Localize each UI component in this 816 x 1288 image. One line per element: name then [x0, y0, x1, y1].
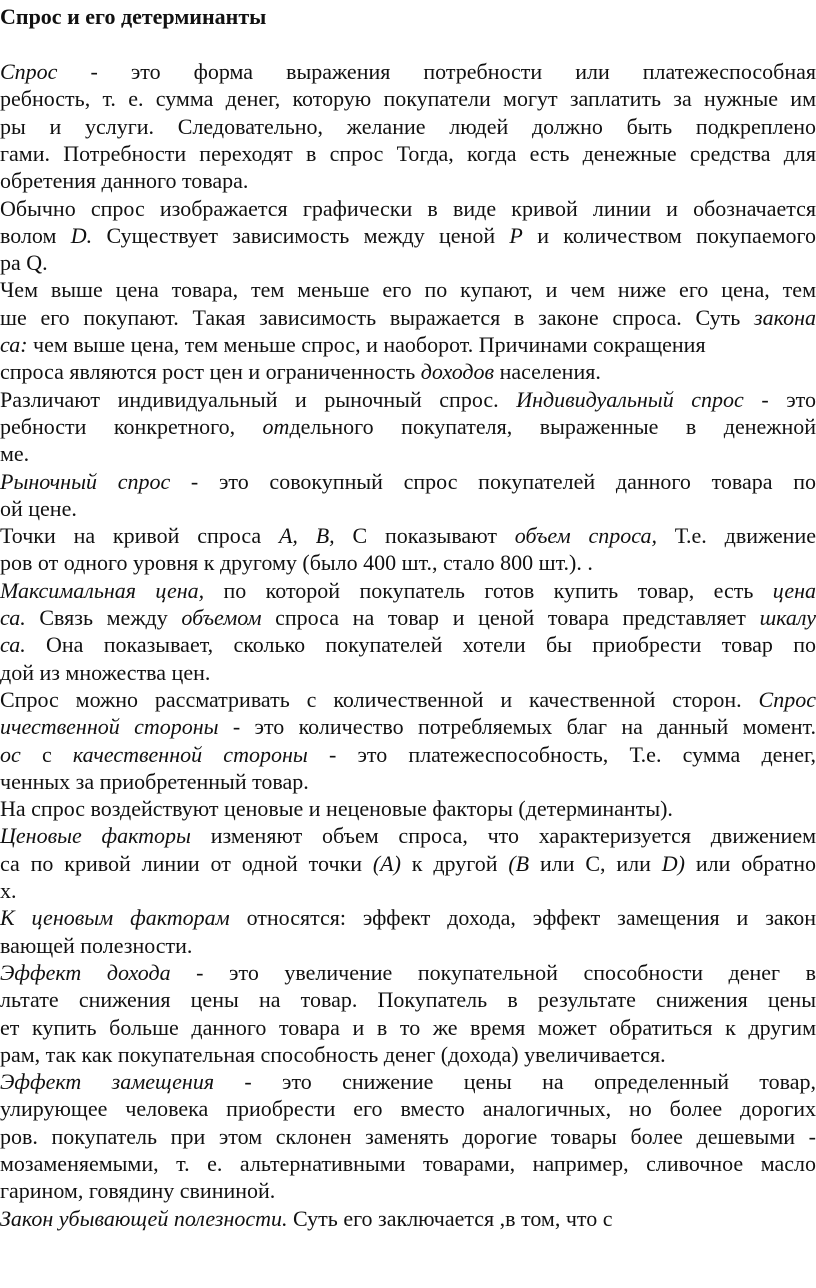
text-fragment: ров. покупатель при этом склонен заменять дорогие товары более дешевыми - — [0, 1123, 816, 1149]
text-fragment: - это снижение цены на определенный товар, — [214, 1069, 816, 1095]
italic-term: Р — [509, 222, 523, 248]
text-fragment: чем выше цена, тем меньше спрос, и наоборот. Причинами сокращения — [27, 332, 706, 357]
text-fragment: дой из множества цен. — [0, 659, 211, 685]
text-fragment: гарином, говядину свининой. — [0, 1178, 276, 1204]
text-fragment: ров от одного уровня к другому (было 400 шт., стало 800 шт.). . — [0, 550, 593, 576]
text-fragment: изменяют объем спроса, что характеризуется движением — [190, 823, 816, 849]
text-fragment: - это увеличение покупательной способности денег в — [170, 959, 816, 985]
text-line — [0, 1095, 816, 1123]
text-line — [0, 768, 816, 796]
text-line — [0, 1123, 816, 1151]
text-fragment: ме. — [0, 441, 30, 467]
text-line — [0, 850, 816, 878]
text-line — [0, 440, 816, 468]
text-line — [0, 904, 816, 932]
text-fragment: х. — [0, 878, 17, 903]
text-fragment: ет купить больше данного товара и в то же время может обратиться к другим — [0, 1014, 816, 1040]
italic-term: Эффект дохода — [0, 959, 171, 985]
text-fragment: с — [20, 741, 73, 767]
italic-term: закона — [754, 304, 816, 330]
text-line — [0, 822, 816, 850]
text-line — [0, 932, 816, 960]
text-line — [0, 522, 816, 550]
italic-term: Рыночный спрос — [0, 468, 171, 494]
text-fragment: Т.е. движение — [656, 523, 816, 549]
text-fragment: ребность, т. е. сумма денег, которую покупатели могут заплатить за нужные им — [0, 86, 816, 112]
text-fragment: - это платежеспособность, Т.е. сумма денег, — [307, 741, 816, 767]
text-line — [0, 386, 816, 414]
text-fragment: са по кривой линии от одной точки — [0, 850, 373, 876]
text-fragment: ше его покупают. Такая зависимость выражается в законе спроса. Суть — [0, 304, 755, 330]
text-fragment: дельного покупателя, выраженные в денежной — [289, 413, 816, 439]
italic-term: (А) — [372, 850, 401, 876]
text-fragment: по которой покупатель готов купить товар, есть — [204, 577, 773, 603]
text-line — [0, 795, 816, 823]
text-fragment: населения. — [494, 359, 601, 385]
italic-term: К ценовым факторам — [0, 905, 230, 931]
italic-term: объем спроса, — [514, 523, 657, 549]
text-line — [0, 304, 816, 332]
italic-term: са. — [0, 605, 26, 630]
text-fragment: и количеством покупаемого — [522, 222, 816, 248]
text-fragment: Точки на кривой спроса — [0, 523, 279, 549]
italic-term: Эффект замещения — [0, 1069, 215, 1095]
text-fragment: волом — [0, 222, 71, 248]
text-fragment: - это количество потребляемых благ на данный момент. — [218, 714, 816, 740]
italic-term: Спрос — [0, 59, 58, 84]
text-fragment: ребности конкретного, — [0, 413, 263, 439]
text-line — [0, 549, 816, 577]
text-fragment: - это форма выражения потребности или платежеспособная — [57, 59, 816, 84]
text-line — [0, 1177, 816, 1205]
text-fragment: льтате снижения цены на товар. Покупатель в результате снижения цены — [0, 987, 816, 1013]
text-line — [0, 468, 816, 496]
text-fragment: вающей полезности. — [0, 932, 193, 958]
text-line — [0, 577, 816, 605]
text-fragment: На спрос воздействуют ценовые и неценовые факторы (детерминанты). — [0, 796, 673, 822]
italic-term: Ценовые факторы — [0, 823, 191, 849]
text-fragment: или С, или — [529, 850, 662, 876]
text-fragment: спроса являются рост цен и ограниченность — [0, 359, 421, 385]
text-fragment: Спрос можно рассматривать с количественной и качественной сторон. — [0, 686, 759, 712]
italic-term: Закон убывающей полезности. — [0, 1205, 288, 1231]
text-fragment: обретения данного товара. — [0, 168, 249, 194]
text-line — [0, 249, 816, 277]
text-line — [0, 1014, 816, 1042]
text-line — [0, 713, 816, 741]
text-line — [0, 1041, 816, 1069]
text-fragment: улирующее человека приобрести его вместо аналогичных, но более дорогих — [0, 1096, 816, 1122]
text-fragment: Обычно спрос изображается графически в виде кривой линии и обозначается — [0, 195, 816, 221]
italic-term: са: — [0, 332, 28, 357]
text-fragment: ченных за приобретенный товар. — [0, 768, 309, 794]
text-fragment: Существует зависимость между ценой — [92, 222, 510, 248]
text-line — [0, 276, 816, 304]
text-fragment: ры и услуги. Следовательно, желание людей должно быть подкреплено — [0, 113, 816, 139]
text-fragment: Различают индивидуальный и рыночный спрос. — [0, 386, 517, 412]
italic-term: ос — [0, 741, 21, 767]
text-fragment: Связь между — [25, 605, 182, 630]
page-title: Спрос и его детерминанты — [0, 4, 267, 29]
text-line — [0, 1068, 816, 1096]
italic-term: Спрос — [758, 686, 816, 712]
text-line — [0, 413, 816, 441]
text-fragment: или обратно — [684, 850, 816, 876]
text-fragment: С показывают — [334, 523, 515, 549]
text-line — [0, 1150, 816, 1178]
italic-term: (В — [508, 850, 530, 876]
text-line — [0, 167, 816, 195]
text-fragment: - это совокупный спрос покупателей данного товара по — [170, 468, 816, 494]
text-line — [0, 959, 816, 987]
text-fragment: ой цене. — [0, 495, 77, 521]
text-line — [0, 58, 816, 86]
italic-term: цена — [772, 577, 816, 603]
italic-term: D) — [661, 850, 685, 876]
text-fragment: рам, так как покупательная способность денег (дохода) увеличивается. — [0, 1041, 666, 1067]
italic-term: доходов — [420, 359, 495, 385]
text-fragment: Она показывает, сколько покупателей хотели бы приобрести товар по — [25, 632, 816, 658]
italic-term: объемом — [181, 605, 262, 630]
text-line — [0, 140, 816, 168]
text-line — [0, 222, 816, 250]
text-fragment: ра Q. — [0, 250, 48, 276]
text-fragment: Чем выше цена товара, тем меньше его по купают, и чем ниже его цена, тем — [0, 277, 816, 303]
italic-term: Максимальная цена, — [0, 577, 205, 603]
text-line — [0, 659, 816, 687]
italic-term: качественной стороны — [72, 741, 308, 767]
italic-term: от — [262, 413, 290, 439]
text-line — [0, 1205, 816, 1233]
italic-term: D. — [70, 222, 93, 248]
text-line — [0, 604, 816, 632]
text-fragment: мозаменяемыми, т. е. альтернативными товарами, например, сливочное масло — [0, 1151, 816, 1176]
text-line — [0, 741, 816, 769]
italic-term: ичественной стороны — [0, 714, 219, 740]
italic-term: Индивидуальный спрос — [516, 386, 744, 412]
text-line — [0, 331, 816, 359]
text-line — [0, 631, 816, 659]
italic-term: А, В, — [278, 523, 335, 549]
text-line — [0, 877, 816, 905]
text-fragment: к другой — [400, 850, 509, 876]
text-line — [0, 686, 816, 714]
text-line — [0, 358, 816, 386]
text-line — [0, 986, 816, 1014]
text-line — [0, 495, 816, 523]
text-fragment: гами. Потребности переходят в спрос Тогда, когда есть денежные средства для — [0, 140, 816, 166]
text-fragment: спроса на товар и ценой товара представляет — [261, 605, 760, 630]
italic-term: са. — [0, 632, 26, 658]
italic-term: шкалу — [759, 605, 816, 630]
text-fragment: относятся: эффект дохода, эффект замещения и закон — [229, 905, 816, 931]
text-fragment: - это — [743, 386, 816, 412]
text-line — [0, 195, 816, 223]
text-line — [0, 85, 816, 113]
text-fragment: Суть его заключается ,в том, что с — [287, 1205, 613, 1231]
text-line — [0, 113, 816, 141]
